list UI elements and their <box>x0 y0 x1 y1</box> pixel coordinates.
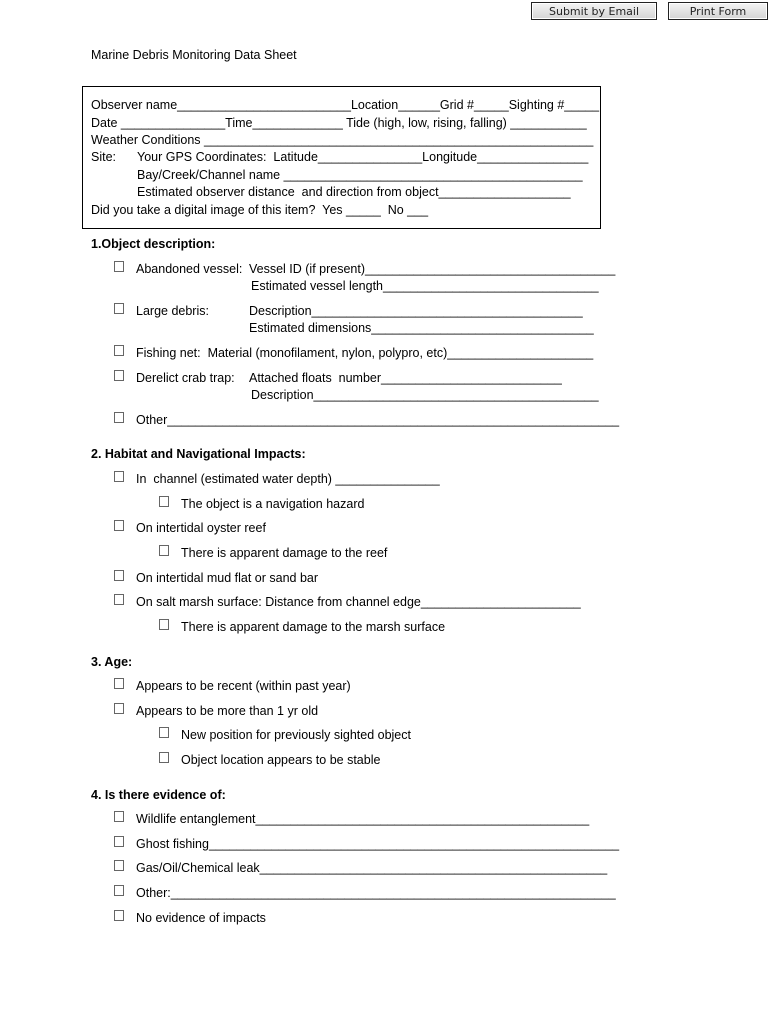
page-title: Marine Debris Monitoring Data Sheet <box>91 48 297 62</box>
mud-flat-checkbox[interactable] <box>114 570 124 581</box>
crab-trap-label: Derelict crab trap: <box>136 371 235 385</box>
salt-marsh-field[interactable]: On salt marsh surface: Distance from channel edge_______________________ <box>136 595 581 609</box>
wildlife-entanglement-checkbox[interactable] <box>114 811 124 822</box>
crab-trap-checkbox[interactable] <box>114 370 124 381</box>
habitat-impacts-heading: 2. Habitat and Navigational Impacts: <box>91 447 306 461</box>
other-object-field[interactable]: Other_________________________________________________________________ <box>136 413 620 427</box>
other-object-checkbox[interactable] <box>114 412 124 423</box>
salt-marsh-checkbox[interactable] <box>114 594 124 605</box>
mud-flat-label: On intertidal mud flat or sand bar <box>136 571 319 585</box>
wildlife-entanglement-field[interactable]: Wildlife entanglement________________________________________________ <box>136 812 590 826</box>
in-channel-field[interactable]: In channel (estimated water depth) _______________ <box>136 472 440 486</box>
new-position-checkbox[interactable] <box>159 727 169 738</box>
age-heading: 3. Age: <box>91 655 133 669</box>
stable-location-label: Object location appears to be stable <box>181 753 381 767</box>
reef-damage-label: There is apparent damage to the reef <box>181 546 388 560</box>
other-evidence-checkbox[interactable] <box>114 885 124 896</box>
gas-oil-leak-field[interactable]: Gas/Oil/Chemical leak__________________________________________________ <box>136 861 608 875</box>
navigation-hazard-label: The object is a navigation hazard <box>181 497 365 511</box>
older-label: Appears to be more than 1 yr old <box>136 704 319 718</box>
large-debris-label: Large debris: <box>136 304 209 318</box>
observer-distance-line[interactable]: Estimated observer distance and direction from object___________________ <box>137 185 571 199</box>
in-channel-checkbox[interactable] <box>114 471 124 482</box>
observer-line[interactable]: Observer name_________________________Location______Grid #_____Sighting #_____ <box>91 98 600 112</box>
vessel-id-field[interactable]: Vessel ID (if present)____________________________________ <box>249 262 616 276</box>
other-evidence-field[interactable]: Other:________________________________________________________________ <box>136 886 616 900</box>
crab-trap-floats-field[interactable]: Attached floats number__________________________ <box>249 371 562 385</box>
oyster-reef-checkbox[interactable] <box>114 520 124 531</box>
crab-trap-description-field[interactable]: Description_________________________________________ <box>251 388 599 402</box>
marsh-damage-checkbox[interactable] <box>159 619 169 630</box>
marsh-damage-label: There is apparent damage to the marsh surface <box>181 620 446 634</box>
no-evidence-checkbox[interactable] <box>114 910 124 921</box>
new-position-label: New position for previously sighted object <box>181 728 411 742</box>
site-label: Site: <box>91 150 117 164</box>
oyster-reef-label: On intertidal oyster reef <box>136 521 266 535</box>
evidence-heading: 4. Is there evidence of: <box>91 788 226 802</box>
large-debris-description-field[interactable]: Description_______________________________________ <box>249 304 583 318</box>
reef-damage-checkbox[interactable] <box>159 545 169 556</box>
date-time-tide-line[interactable]: Date _______________Time_____________ Tide (high, low, rising, falling) ___________ <box>91 116 587 130</box>
large-debris-checkbox[interactable] <box>114 303 124 314</box>
gas-oil-leak-checkbox[interactable] <box>114 860 124 871</box>
older-checkbox[interactable] <box>114 703 124 714</box>
gps-line[interactable]: Your GPS Coordinates: Latitude_______________Longitude________________ <box>137 150 589 164</box>
digital-image-line[interactable]: Did you take a digital image of this item? Yes _____ No ___ <box>91 203 429 217</box>
fishing-net-field[interactable]: Fishing net: Material (monofilament, nylon, polypro, etc)_____________________ <box>136 346 594 360</box>
object-description-heading: 1.Object description: <box>91 237 216 251</box>
ghost-fishing-checkbox[interactable] <box>114 836 124 847</box>
vessel-length-field[interactable]: Estimated vessel length_______________________________ <box>251 279 599 293</box>
navigation-hazard-checkbox[interactable] <box>159 496 169 507</box>
weather-line[interactable]: Weather Conditions ________________________________________________________ <box>91 133 594 147</box>
abandoned-vessel-checkbox[interactable] <box>114 261 124 272</box>
abandoned-vessel-label: Abandoned vessel: <box>136 262 243 276</box>
print-form-button[interactable]: Print Form <box>668 2 768 20</box>
submit-by-email-button[interactable]: Submit by Email <box>531 2 657 20</box>
large-debris-dimensions-field[interactable]: Estimated dimensions________________________________ <box>249 321 594 335</box>
fishing-net-checkbox[interactable] <box>114 345 124 356</box>
recent-checkbox[interactable] <box>114 678 124 689</box>
stable-location-checkbox[interactable] <box>159 752 169 763</box>
ghost-fishing-field[interactable]: Ghost fishing___________________________________________________________ <box>136 837 620 851</box>
recent-label: Appears to be recent (within past year) <box>136 679 351 693</box>
no-evidence-label: No evidence of impacts <box>136 911 266 925</box>
bay-creek-line[interactable]: Bay/Creek/Channel name ___________________________________________ <box>137 168 583 182</box>
